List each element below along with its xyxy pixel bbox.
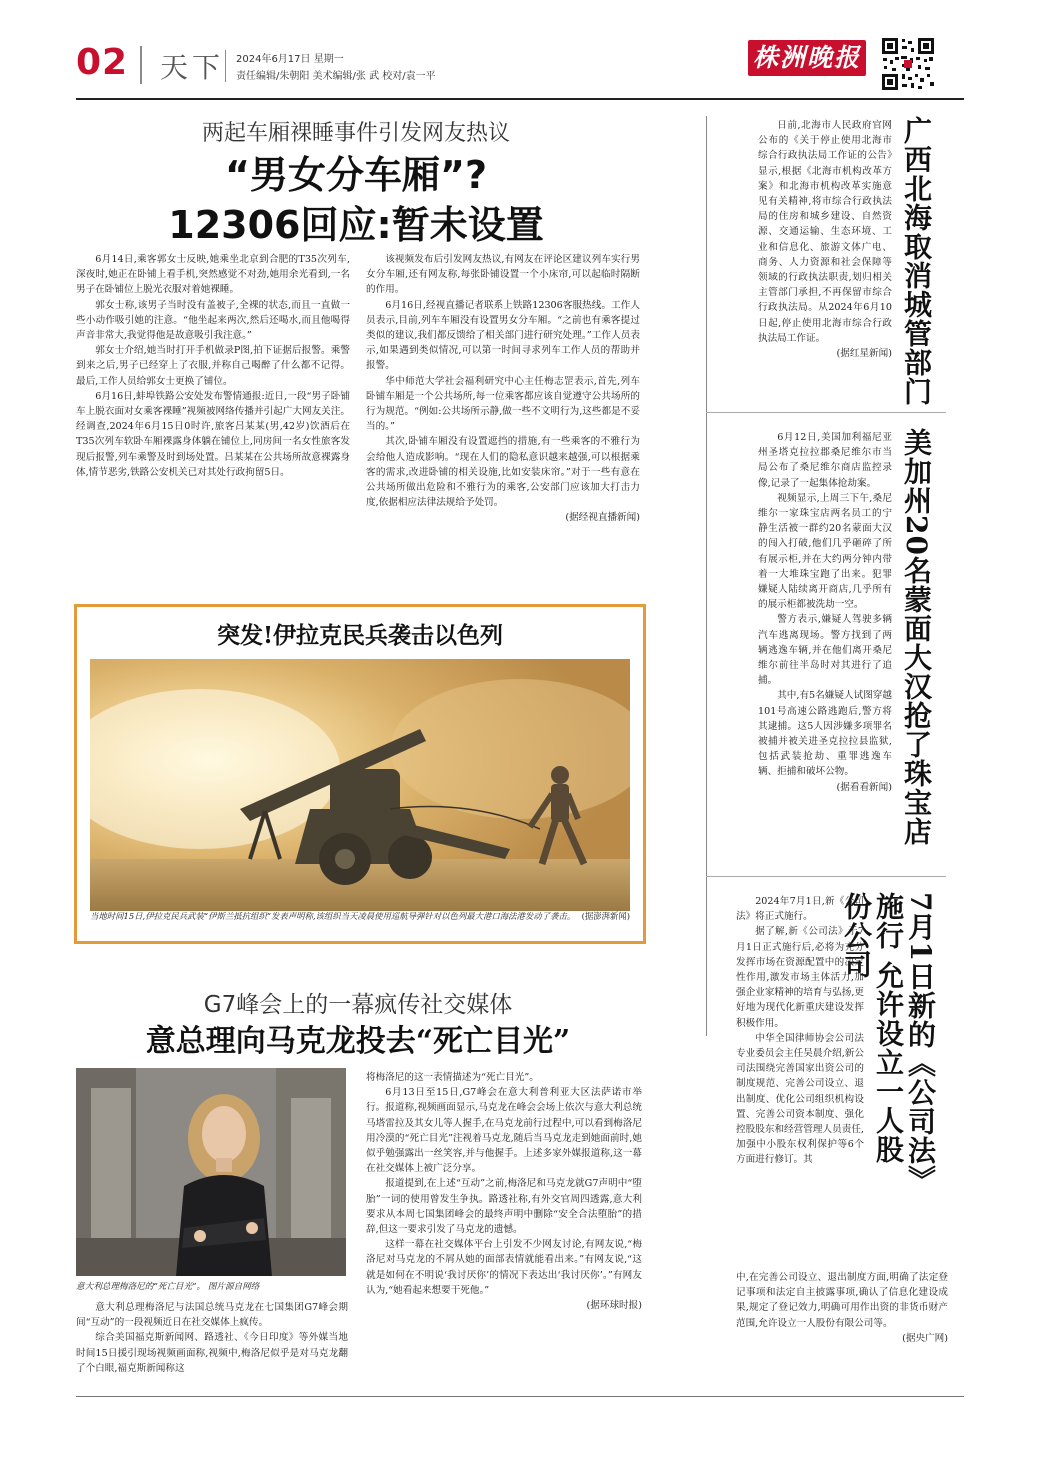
article-paragraph: 中,在完善公司设立、退出制度方面,明确了法定登记事项和法定自主披露事项,确认了信息化建设成果,规定了登记效力,明确可用作出资的非货币财产范围,允许设立一人股份有限公司等。 <box>736 1272 948 1329</box>
column-divider <box>706 116 707 1036</box>
article-paragraph: 其次,卧铺车厢没有设置遮挡的措施,有一些乘客的不雅行为会给他人造成影响。“现在人们的隐私意识越来越强,可以根据乘客的需求,改进卧铺的相关设施,比如安装床帘。”对于一些有意在公共场所做出危险和不雅行为的乘客,公安部门应该加大打击力度,依据相应法律法规给予处罚。 <box>366 436 640 509</box>
story-divider <box>706 876 946 877</box>
photo-story-title: 突发!伊拉克民兵袭击以色列 <box>216 622 504 649</box>
article-headline: “男女分车厢”? <box>225 153 487 197</box>
side-story-headline: 广西北海取消城管部门 <box>900 116 933 406</box>
article-body-column <box>366 1070 642 1384</box>
article-paragraph: 该视频发布后引发网友热议,有网友在评论区建议列车实行男女分车厢,还有网友称,每张卧铺设置一个小床帘,可以起临时隔断的作用。 <box>366 254 640 296</box>
article-paragraph: 6月12日,美国加利福尼亚州圣塔克拉拉郡桑尼维尔市当局公布了桑尼维尔商店监控录像,记录了一起集体抢劫案。 <box>758 432 892 489</box>
article-paragraph: 意大利总理梅洛尼与法国总统马克龙在七国集团G7峰会期间“互动”的一段视频近日在社交媒体上疯传。 <box>76 1302 348 1329</box>
article-paragraph: 郭女士介绍,她当时打开手机做录P图,拍下证据后报警。乘警到来之后,男子已经穿上了衣服,并称自己喝醉了什么都不记得。最后,工作人员给郭女士更换了铺位。 <box>76 345 350 387</box>
side-story-body <box>758 430 892 870</box>
article-paragraph: 6月14日,乘客郭女士反映,她乘坐北京到合肥的T35次列车,深夜时,她正在卧铺上看手机,突然感觉不对劲,她用余光看到,一名男子在卧铺位上脱光衣服对着她裸睡。 <box>76 254 350 296</box>
footer-rule <box>76 1396 964 1397</box>
page-number: 02 <box>76 42 129 83</box>
article-paragraph: 6月16日,蚌埠铁路公安处发布警情通报:近日,一段“男子卧铺车上脱衣面对女乘客裸睡”视频被网络传播并引起广大网友关注。经调查,2024年6月15日0时许,旅客吕某某(男,42岁)饮酒后在T35次列车软卧车厢裸露身体躺在铺位上,同房间一名女性旅客发现后报警,列车乘警及时到场处置。吕某某在公共场所故意裸露身体,情节恶劣,铁路公安机关已对其处行政拘留5日。 <box>76 390 350 478</box>
article-paragraph: 2024年7月1日,新《公司法》将正式施行。 <box>736 896 864 923</box>
article-body-column <box>366 252 640 572</box>
article-headline: 12306回应:暂未设置 <box>168 203 544 247</box>
article-source: (据看看新闻) <box>836 781 892 793</box>
article-paragraph: 警方表示,嫌疑人驾驶多辆汽车逃离现场。警方找到了两辆逃逸车辆,并在他们离开桑尼维尔前往半岛时对其进行了追捕。 <box>758 614 892 687</box>
photo-caption: 意大利总理梅洛尼的“死亡目光”。 图片源自网络 <box>76 1282 260 1292</box>
article-headline: 意总理向马克龙投去“死亡目光” <box>145 1024 571 1059</box>
article-body-column <box>76 252 350 572</box>
article-kicker: G7峰会上的一幕疯传社交媒体 <box>203 992 513 1018</box>
article-source: (据红星新闻) <box>836 348 892 360</box>
editor-credits: 责任编辑/朱朝阳 美术编辑/张 武 校对/袁一平 <box>236 71 436 82</box>
article-paragraph: 这样一幕在社交媒体平台上引发不少网友讨论,有网友说,“梅洛尼对马克龙的不屑从她的面部表情就能看出来。”有网友说,“这就是如何在不明说‘我讨厌你’的情况下表达出‘我讨厌你’。”有网友认为,“她看起来想要干死他。” <box>366 1239 642 1296</box>
photo-caption <box>90 910 630 922</box>
masthead-divider <box>140 46 142 84</box>
article-paragraph: 6月16日,经视直播记者联系上铁路12306客服热线。工作人员表示,目前,列车车厢没有设置男女分车厢。“之前也有乘客提过类似的建议,我们都反馈给了相关部门进行研究处理。”工作人员表示,如果遇到类似情况,可以第一时间寻求列车工作人员的帮助并报警。 <box>366 299 640 372</box>
article-paragraph: 报道提到,在上述“互动”之前,梅洛尼和马克龙就G7声明中“堕胎”一词的使用曾发生争执。路透社称,有外交官周四透露,意大利要求从本周七国集团峰会的最终声明中删除“安全合法堕胎”的措辞,但这一要求引发了马克龙的遗憾。 <box>366 1178 642 1236</box>
article-paragraph: 郭女士称,该男子当时没有盖被子,全裸的状态,而且一直做一些小动作吸引她的注意。“他坐起来两次,然后还喝水,而且他喝得声音非常大,我觉得他是故意吸引我注意。” <box>76 299 350 342</box>
meloni-portrait-photo <box>76 1068 346 1276</box>
article-paragraph: 据了解,新《公司法》于7月1日正式施行后,必将为充分发挥市场在资源配置中的决定性作用,激发市场主体活力,加强企业家精神的培育与弘扬,更好地为现代化新重庆建设发挥积极作用。 <box>736 926 864 1029</box>
article-paragraph: 综合美国福克斯新闻网、路透社、《今日印度》等外媒当地时间15日援引现场视频画面称,视频中,梅洛尼似乎是对马克龙翻了个白眼,福克斯新闻称这 <box>76 1332 348 1374</box>
side-story-body <box>736 894 864 1170</box>
qr-code-icon <box>880 36 936 92</box>
article-source: (据央广网) <box>902 1332 948 1344</box>
article-paragraph: 中华全国律师协会公司法专业委员会主任吴晨介绍,新公司法围绕完善国家出资公司的制度规范、完善公司设立、退出制度、优化公司组织机构设置、完善公司资本制度、强化控股股东和经营管理人员责任,加强中小股东权利保护等6个方面进行修订。其 <box>736 1032 864 1166</box>
photo-story-box <box>74 604 646 944</box>
side-story-body <box>736 1270 948 1380</box>
article-paragraph: 华中师范大学社会福利研究中心主任梅志罡表示,首先,列车卧铺车厢是一个公共场所,每一位乘客都应该自觉遵守公共场所的行为规范。“例如:公共场所示静,做一些不文明行为,这些都是不妥当的。” <box>366 375 640 433</box>
article-source: (据环球时报) <box>586 1300 642 1312</box>
article-paragraph: 其中,有5名嫌疑人试图穿越101号高速公路逃跑后,警方将其逮捕。这5人因涉嫌多项罪名被捕并被关进圣克拉拉县监狱,包括武装抢劫、重罪逃逸车辆、拒捕和破坏公物。 <box>758 690 892 778</box>
article-paragraph: 视频显示,上周三下午,桑尼维尔一家珠宝店两名员工的宁静生活被一群约20名蒙面大汉的闯入打破,他们几乎砸碎了所有展示柜,并在大约两分钟内带着一大堆珠宝跑了出来。犯罪嫌疑人陆续离开商店,几乎所有的展示柜都被洗劫一空。 <box>758 492 892 611</box>
newspaper-logo: 株洲晚报 <box>748 40 866 76</box>
article-paragraph: 日前,北海市人民政府官网公布的《关于停止使用北海市综合行政执法局工作证的公告》显示,根据《北海市机构改革方案》和北海市机构改革实施意见有关精神,将市综合行政执法局的住房和城乡建设、自然资源、交通运输、生态环境、工业和信息化、旅游文体广电、商务、人力资源和社会保障等领域的行政执法职责,划归相关主管部门承担,不再保留市综合行政执法局。从2024年6月10日起,停止使用北海市综合行政执法局工作证。 <box>758 120 892 344</box>
masthead-rule <box>76 98 964 100</box>
artillery-photo <box>90 659 630 911</box>
masthead-divider <box>225 50 226 82</box>
article-paragraph: 6月13日至15日,G7峰会在意大利普利亚大区法萨诺市举行。报道称,视频画面显示,马克龙在峰会会场上依次与意大利总统马塔雷拉及其女儿等人握手,在马克龙前行过程中,可以看到梅洛尼用冷漠的“死亡目光”注视着马克龙,随后当马克龙走到她面前时,她似乎勉强露出一丝笑容,并与他握手。上述多家外媒报道称,这一幕在社交媒体上被广泛分享。 <box>366 1087 642 1175</box>
side-story-body <box>758 118 892 398</box>
photo-credit: (据澎湃新闻) <box>581 911 630 921</box>
photo-caption-text: 当地时间15日,伊拉克民兵武装“伊斯兰抵抗组织”发表声明称,该组织当天凌晨使用巡航导弹针对以色列最大港口海法港发动了袭击。 <box>90 911 576 921</box>
section-name: 天下 <box>160 51 225 84</box>
issue-date: 2024年6月17日 星期一 <box>236 54 344 65</box>
article-paragraph: 将梅洛尼的这一表情描述为“死亡目光”。 <box>366 1072 539 1083</box>
article-source: (据经视直播新闻) <box>565 512 640 524</box>
side-story-headline: 美加州20名蒙面大汉抢了珠宝店 <box>900 428 933 846</box>
article-body-column <box>76 1300 348 1384</box>
side-story-headline: 7月1日新的《公司法》施行 允许设立一人股份公司 <box>840 892 937 1180</box>
article-kicker: 两起车厢裸睡事件引发网友热议 <box>201 121 510 146</box>
